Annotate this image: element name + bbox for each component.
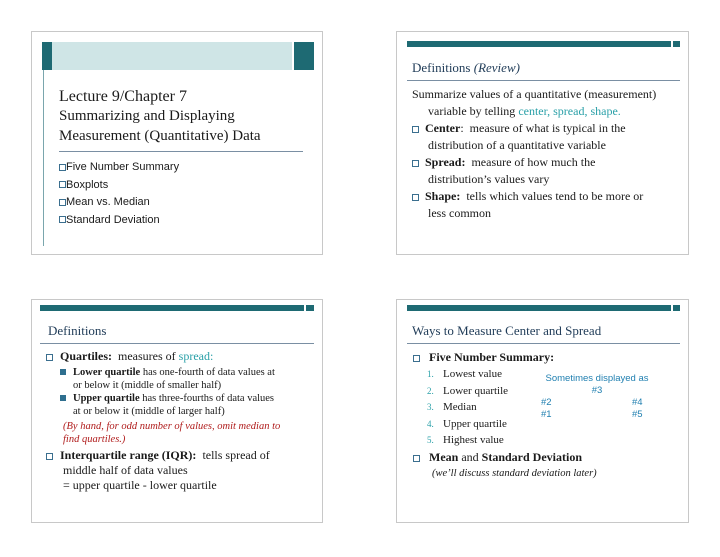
shape-definition: Shape: tells which values tend to be more or less common	[412, 188, 687, 222]
decor-square	[294, 42, 314, 70]
sd-later-note: (we’ll discuss standard deviation later)	[432, 468, 597, 479]
decor-vline	[43, 70, 44, 246]
decor-square	[673, 305, 680, 311]
box-layout-note: Sometimes displayed as #3 #2 #4 #1 #5	[541, 373, 649, 420]
decor-square	[673, 41, 680, 47]
checkbox-bullet-icon	[412, 194, 419, 201]
checkbox-bullet-icon	[412, 160, 419, 167]
upper-quartile-definition: Upper quartile has three-fourths of data values at or below it (middle of larger half)	[60, 393, 274, 418]
checkbox-bullet-icon	[59, 199, 66, 206]
list-item: 3. Median	[427, 401, 477, 413]
mean-sd-heading: Mean and Standard Deviation	[413, 450, 582, 465]
list-item: 5. Highest value	[427, 434, 504, 446]
five-number-summary-heading: Five Number Summary:	[413, 350, 554, 365]
decor-bar-dark	[40, 305, 304, 311]
intro-text: Summarize values of a quantitative (measurement) variable by telling center, spread, shape.	[412, 87, 657, 118]
slide-title: Ways to Measure Center and Spread	[412, 323, 602, 338]
list-item: Five Number Summary	[59, 159, 179, 177]
checkbox-bullet-icon	[413, 455, 420, 462]
list-item: Boxplots	[59, 177, 179, 195]
decor-bar-dark	[42, 42, 52, 70]
list-item: 2. Lower quartile	[427, 384, 509, 397]
checkbox-bullet-icon	[46, 453, 53, 460]
square-bullet-icon	[60, 369, 66, 375]
checkbox-bullet-icon	[59, 164, 66, 171]
topic-list	[59, 159, 179, 229]
five-number-list	[427, 366, 508, 449]
title-divider	[407, 343, 680, 344]
subtitle-line-2: Measurement (Quantitative) Data	[59, 128, 261, 144]
decor-bar-dark	[407, 305, 671, 311]
slide-1	[31, 31, 323, 255]
list-item: 4. Upper quartile	[427, 417, 507, 430]
quartiles-definition: Quartiles: measures of spread:	[46, 348, 213, 364]
checkbox-bullet-icon	[59, 181, 66, 188]
slide-4	[396, 299, 689, 523]
square-bullet-icon	[60, 395, 66, 401]
decor-bar-dark	[407, 41, 671, 47]
checkbox-bullet-icon	[413, 355, 420, 362]
spread-definition: Spread: measure of how much the distribution’s values vary	[412, 154, 687, 188]
subtitle-line-1: Summarizing and Displaying	[59, 108, 235, 124]
list-item: 1. Lowest value	[427, 368, 502, 380]
slide-3	[31, 299, 323, 523]
title-divider	[407, 80, 680, 81]
iqr-definition: Interquartile range (IQR): tells spread of middle half of data values = upper quartile - lower quartile	[46, 448, 270, 493]
checkbox-bullet-icon	[46, 354, 53, 361]
list-item: Mean vs. Median	[59, 194, 179, 212]
checkbox-bullet-icon	[59, 216, 66, 223]
decor-bar-light	[52, 42, 292, 70]
slide-2	[396, 31, 689, 255]
center-definition: Center: measure of what is typical in the distribution of a quantitative variable	[412, 120, 687, 154]
checkbox-bullet-icon	[412, 126, 419, 133]
title-divider	[40, 343, 314, 344]
decor-square	[306, 305, 314, 311]
title-divider	[59, 151, 303, 152]
lower-quartile-definition: Lower quartile has one-fourth of data values at or below it (middle of smaller half)	[60, 367, 275, 392]
slide-title: Definitions	[48, 323, 107, 338]
hand-calculation-note: (By hand, for odd number of values, omit median to find quartiles.)	[63, 421, 281, 445]
list-item: Standard Deviation	[59, 212, 179, 230]
slide-title: Definitions (Review)	[412, 60, 520, 75]
page-title: Lecture 9/Chapter 7	[59, 88, 187, 105]
